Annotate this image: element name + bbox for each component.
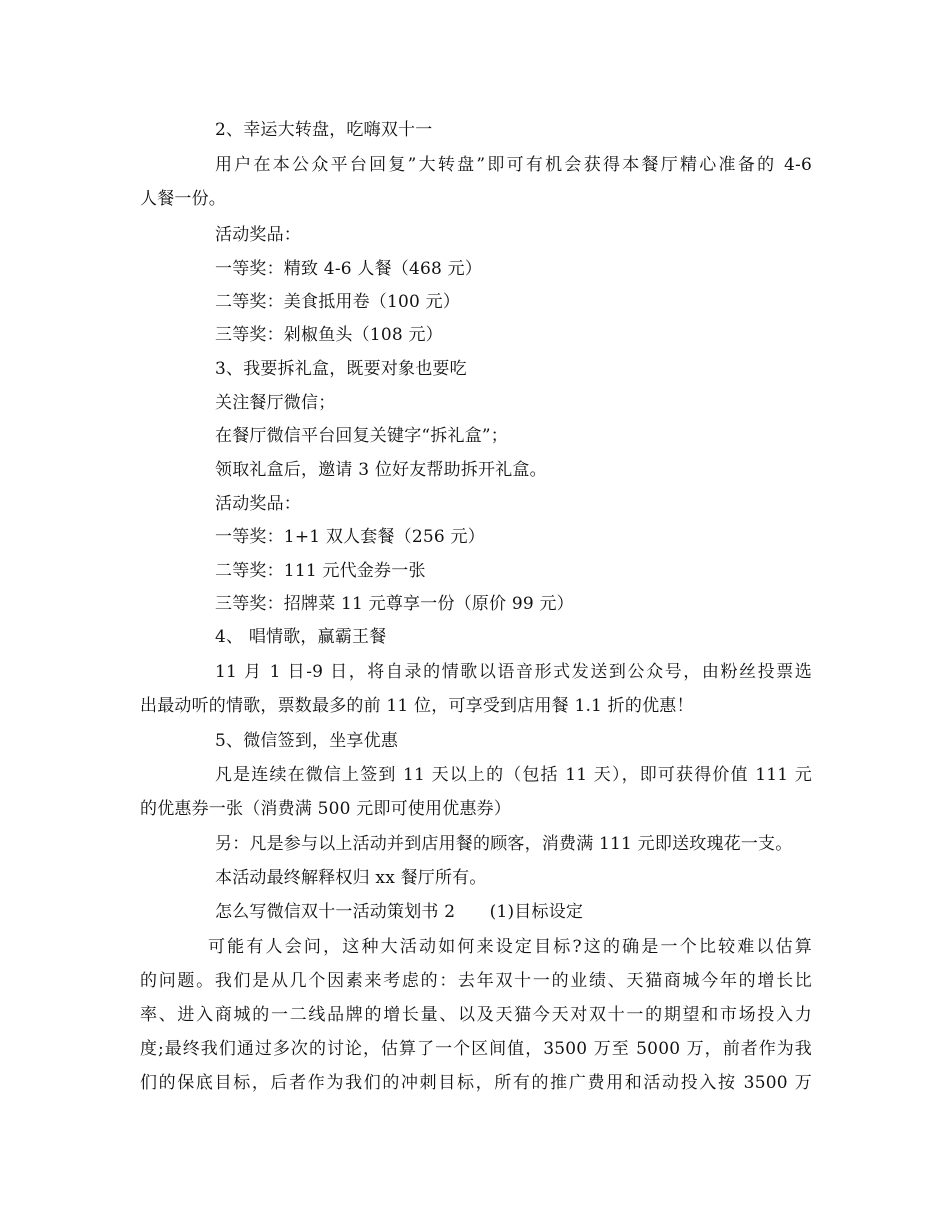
paragraph-line: 可能有人会问，这种大活动如何来设定目标?这的确是一个比较难以估算 [208, 937, 812, 957]
paragraph-line: 度;最终我们通过多次的讨论，估算了一个区间值，3500 万至 5000 万，前者作为我 [140, 1039, 812, 1059]
prize-item: 三等奖：剁椒鱼头（108 元） [215, 325, 443, 345]
paragraph-line: 本活动最终解释权归 xx 餐厅所有。 [215, 868, 487, 888]
prize-heading: 活动奖品： [215, 494, 301, 514]
prize-heading: 活动奖品： [215, 225, 301, 245]
paragraph-line: 凡是连续在微信上签到 11 天以上的（包括 11 天），即可获得价值 111 元 [215, 765, 812, 785]
paragraph-line: 的问题。我们是从几个因素来考虑的：去年双十一的业绩、天猫商城今年的增长比 [140, 971, 812, 991]
prize-item: 二等奖：111 元代金券一张 [215, 561, 426, 581]
paragraph-line: 们的保底目标，后者作为我们的冲刺目标，所有的推广费用和活动投入按 3500 万 [140, 1073, 812, 1093]
paragraph-line: 出最动听的情歌，票数最多的前 11 位，可享受到店用餐 1.1 折的优惠！ [140, 696, 694, 716]
paragraph-line: 领取礼盒后，邀请 3 位好友帮助拆开礼盒。 [215, 460, 547, 480]
heading-check-in: 5、微信签到，坐享优惠 [215, 731, 399, 751]
prize-item: 三等奖：招牌菜 11 元尊享一份（原价 99 元） [215, 594, 574, 614]
heading-gift-box: 3、我要拆礼盒，既要对象也要吃 [215, 359, 467, 379]
paragraph-line: 另：凡是参与以上活动并到店用餐的顾客，消费满 111 元即送玫瑰花一支。 [215, 834, 793, 854]
paragraph-line: 率、进入商城的一二线品牌的增长量、以及天猫今天对双十一的期望和市场投入力 [140, 1005, 812, 1025]
paragraph-line: 人餐一份。 [140, 189, 226, 209]
section-heading: 怎么写微信双十一活动策划书 2 (1)目标设定 [215, 902, 584, 922]
prize-item: 二等奖：美食抵用卷（100 元） [215, 292, 461, 312]
paragraph-line: 关注餐厅微信； [215, 393, 336, 413]
paragraph-line: 11 月 1 日-9 日，将自录的情歌以语音形式发送到公众号，由粉丝投票选 [215, 662, 812, 682]
prize-item: 一等奖：精致 4-6 人餐（468 元） [215, 259, 483, 279]
paragraph-line: 用户在本公众平台回复”大转盘”即可有机会获得本餐厅精心准备的 4-6 [215, 155, 812, 175]
paragraph-line: 在餐厅微信平台回复关键字“拆礼盒”； [215, 426, 508, 446]
heading-lucky-wheel: 2、幸运大转盘，吃嗨双十一 [215, 120, 433, 140]
heading-love-song: 4、 唱情歌，赢霸王餐 [215, 627, 387, 647]
prize-item: 一等奖：1+1 双人套餐（256 元） [215, 527, 485, 547]
paragraph-line: 的优惠券一张（消费满 500 元即可使用优惠券） [140, 799, 512, 819]
